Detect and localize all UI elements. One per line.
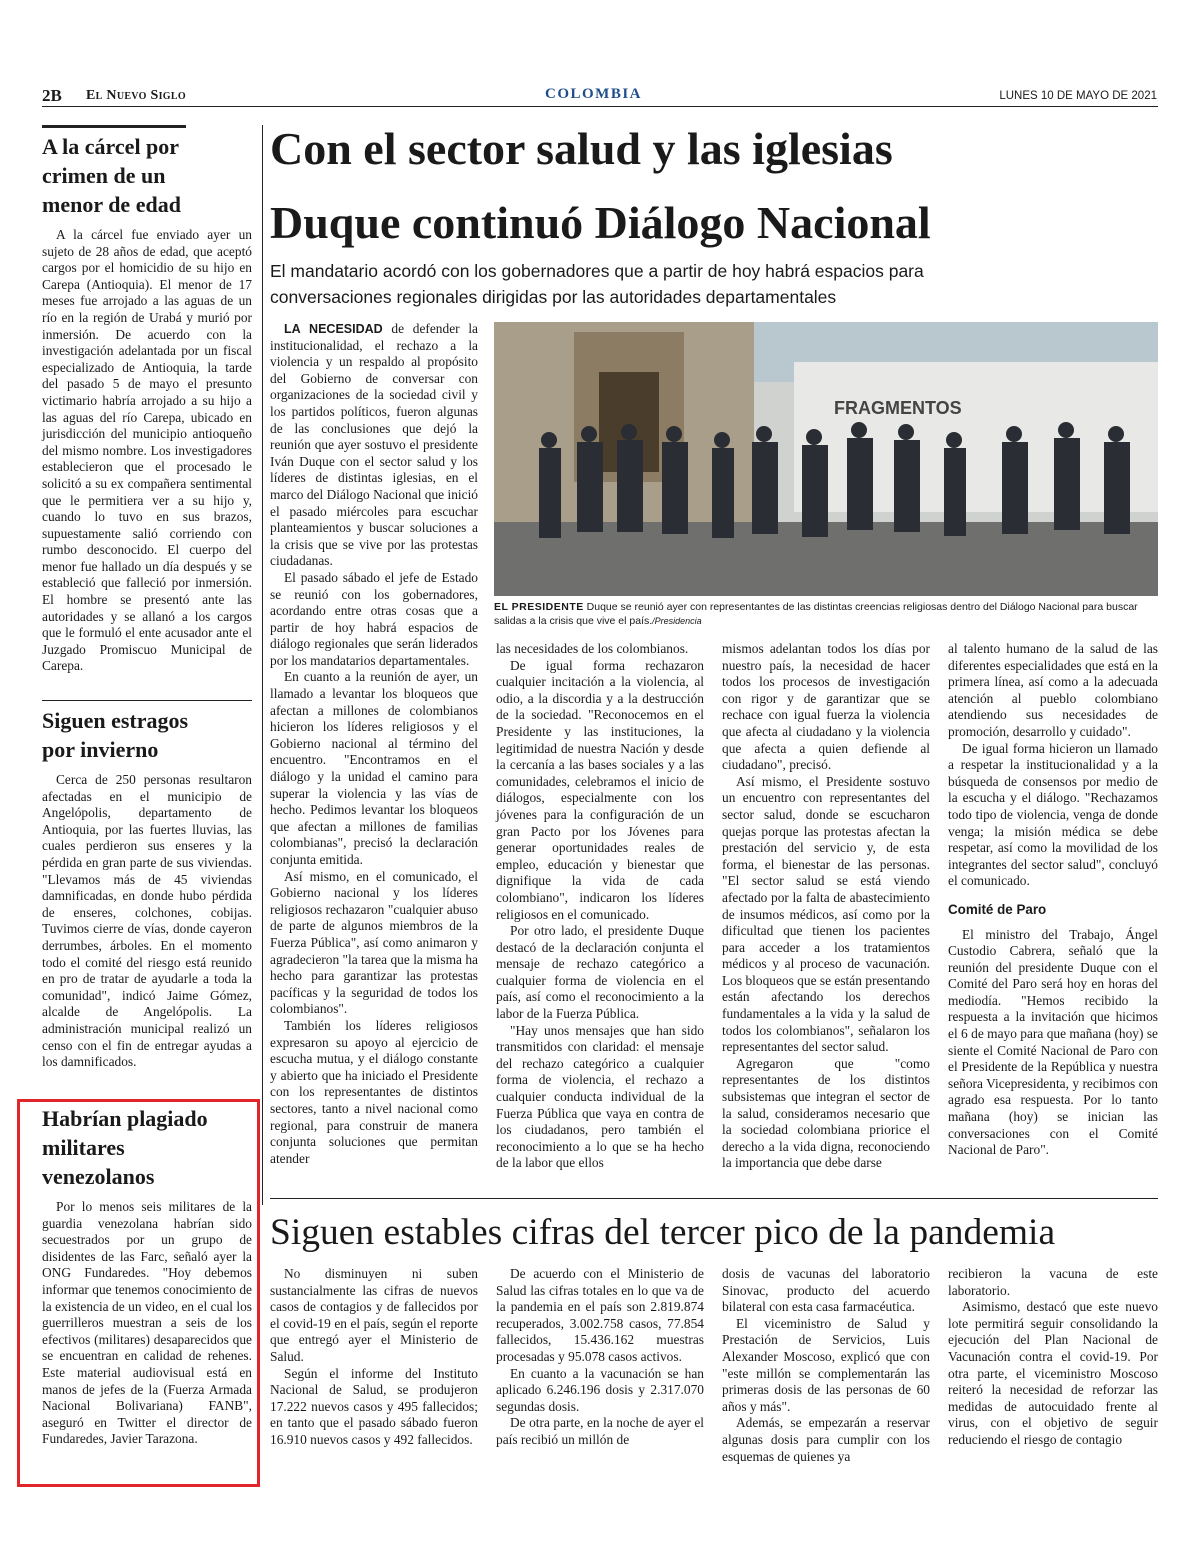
caption-text: Duque se reunió ayer con representantes de las distintas creencias religiosas dentro del Diálogo Nacional para buscar salidas a la crisis que vive el país. (494, 601, 1138, 627)
main-col2-p4: "Hay unos mensajes que han sido transmitidos con claridad: el mensaje del rechazo categórico a cualquier forma de violencia, el rechazo a cualquier conducta individual de la Fuerza Pública que vaya en contra de los ciudadanos, pero también el reconocimiento a lo que se ha hecho de la labor que ellos (496, 1022, 704, 1171)
page-number: 2B (42, 86, 62, 105)
sidebar-rule-2 (42, 700, 252, 701)
second-col2-p1: De acuerdo con el Ministerio de Salud las cifras totales en lo que va de la pandemia en el país son 2.819.874 recuperados, 3.002.758 casos, 77.854 fallecidos, 15.436.162 muestras procesadas y 95.078 casos activos. (496, 1266, 704, 1364)
main-col1-p4: Así mismo, en el comunicado, el Gobierno nacional y los líderes religiosos rechazaron "cualquier abuso de parte de algunos miembros de la Fuerza Pública", así como animaron y agradecieron "la tarea que la misma ha hecho para garantizar las protestas pacíficas y la seguridad de todos los colombianos". (270, 868, 478, 1017)
issue-date: LUNES 10 DE MAYO DE 2021 (999, 90, 1157, 102)
second-col4-p2: Asimismo, destacó que este nuevo lote permitirá seguir consolidando la ejecución del Plan Nacional de Vacunación contra el covid-19. Por otra parte, el viceministro Moscoso reiteró la necesidad de reforzar las medidas de autocuidado frente al virus, con el objetivo de seguir reduciendo el riesgo de contagio (948, 1299, 1158, 1447)
main-headline-line2: Duque continuó Diálogo Nacional (270, 197, 931, 248)
main-deck: El mandatario acordó con los gobernadores que a partir de hoy habrá espacios para conversaciones regionales dirigidas por las autoridades departamentales (270, 261, 924, 307)
lead-in: LA NECESIDAD (284, 322, 383, 336)
second-col3-p3: Además, se empezarán a reservar algunas dosis para cumplir con los esquemas de quienes ya (722, 1415, 930, 1464)
caption-lead: EL PRESIDENTE (494, 601, 584, 613)
sidebar-top-rule (42, 125, 186, 128)
main-col1-p5: También los líderes religiosos expresaron su apoyo al ejercicio de escucha mutua, y el diálogo constante y abierto que ha iniciado el Presidente con los representantes de distintos sectores, tanto a nivel nacional como regional, para construir de manera conjunta soluciones que permitan atender (270, 1017, 478, 1166)
main-photo (494, 322, 1158, 596)
second-col1-p1: No disminuyen ni suben sustancialmente las cifras de nuevos casos de contagios y de fallecidos por el covid-19 en el país, según el reporte que entregó ayer el Ministerio de Salud. (270, 1266, 478, 1364)
brief-winter-body: Cerca de 250 personas resultaron afectadas en el municipio de Angelópolis, departamento de Antioquia, por las fuertes lluvias, las cuales perdieron sus enseres y la pérdida en gran parte de sus viviendas. "Llevamos más de 45 viviendas damnificadas, en donde hubo pérdida de enseres, colchones, cobijas. Tuvimos cierre de vías, donde cayeron derrumbes, árboles. En el momento todo el comité del riesgo está reunido en pro de tratar de ayudarle a toda la comunidad", indicó Jaime Gómez, alcalde de Angelópolis. La administración municipal realizó un censo con el fin de entregar ayudas a los damnificados. (42, 772, 252, 1070)
main-col1-p2: El pasado sábado el jefe de Estado se reunió con los gobernadores, acordando entre otras cosas que a partir de hoy habrá espacios de diálogo regionales que serán liderados por los mandatarios departamentales. (270, 569, 478, 668)
second-col2-p3: De otra parte, en la noche de ayer el país recibió un millón de (496, 1415, 704, 1447)
caption-credit: /Presidencia (652, 616, 702, 626)
main-col3-p1: mismos adelantan todos los días por nuestro país, la necesidad de hacer todos los procesos de investigación con rigor y de garantizar que se rechace con igual fuerza la violencia que afecta al ciudadano y la violencia que afecta a quien defiende al ciudadano", precisó. (722, 641, 930, 773)
main-col3-p3: Agregaron que "como representantes de los distintos subsistemas que integran el sector de la salud, consideramos necesario que la sociedad colombiana priorice el derecho a la vida digna, reconociendo la importancia que debe darse (722, 1055, 930, 1171)
second-col-1 (270, 1266, 478, 1449)
subhead-comite: Comité de Paro (948, 901, 1047, 917)
brief-venezuela (42, 1104, 252, 1448)
second-col-4 (948, 1266, 1158, 1449)
second-col-2 (496, 1266, 704, 1449)
section-label: COLOMBIA (545, 86, 643, 102)
main-col2-p2: De igual forma rechazaron cualquier incitación a la violencia, al odio, a la discordia y a la destrucción de la sociedad. "Reconocemos en el Presidente y las instituciones, la legitimidad de nuestra Nación y desde la cercanía a las bases sociales y a las comunidades, celebramos el inicio de diálogos, especialmente con los jóvenes para la configuración de un gran Pacto por los Jóvenes para generar oportunidades reales de empleo, educación y bienestar que dignifique la vida de cada colombiano", indicaron los líderes religiosos en el comunicado. (496, 657, 704, 922)
main-col-3 (722, 641, 930, 1172)
brief-venezuela-title: Habrían plagiado militares venezolanos (42, 1106, 208, 1189)
story-separator (270, 1198, 1158, 1199)
main-col4-p3: El ministro del Trabajo, Ángel Custodio Cabrera, señaló que la reunión del presidente Duque con el Comité del Paro será hoy en horas del mediodía. "Hemos recibido la respuesta a la invitación que hicimos el 6 de mayo para que mañana (hoy) se siente el Comité Nacional de Paro con el Presidente de la República y nuestra señora Vicepresidenta, y recibimos con agrado esa respuesta. Por lo tanto mañana (hoy) se inician las conversaciones con el Comité Nacional de Paro". (948, 926, 1158, 1158)
brief-prison (42, 132, 252, 675)
main-col-1 (270, 321, 478, 1167)
brief-prison-title: A la cárcel por crimen de un menor de edad (42, 134, 181, 217)
second-col3-p2: El viceministro de Salud y Prestación de Servicios, Luis Alexander Moscoso, explicó que con "este millón se complementarán las primeras dosis de las personas de 60 años y más". (722, 1315, 930, 1414)
sidebar-divider (262, 125, 263, 1205)
header-rule (42, 106, 1158, 107)
second-col3-p1: dosis de vacunas del laboratorio Sinovac, producto del acuerdo bilateral con esta casa farmacéutica. (722, 1266, 930, 1315)
main-col3-p2: Así mismo, el Presidente sostuvo un encuentro con representantes del sector salud, donde se escucharon quejas porque las protestas afectan la prestación del servicio y, de esta forma, el bienestar de las personas. "El sector salud se está viendo afectado por la falta de abastecimiento de insumos médicos, así como por la dificultad que tienen los pacientes para acceder a los tratamientos médicos y al proceso de vacunación. Los bloqueos que se están presentando están afectando los derechos fundamentales a la vida y la salud de todos los colombianos", señalaron los representantes del sector salud. (722, 773, 930, 1055)
main-col-4 (948, 641, 1158, 1159)
main-col2-p3: Por otro lado, el presidente Duque destacó de la declaración conjunta el mensaje de rechazo categórico a cualquier forma de violencia en el país, así como el reconocimiento a la labor de la Fuerza Pública. (496, 923, 704, 1022)
brief-winter (42, 706, 252, 1071)
second-col1-p2: Según el informe del Instituto Nacional de Salud, se produjeron 17.222 nuevos casos y 495 fallecidos; en tanto que el pasado sábado fueron 16.910 nuevos casos y 492 fallecidos. (270, 1365, 478, 1447)
main-headline-line1: Con el sector salud y las iglesias (270, 123, 893, 174)
brief-winter-title: Siguen estragos por invierno (42, 708, 189, 762)
photo-scene (494, 322, 1158, 596)
main-col4-p1: al talento humano de la salud de las diferentes especialidades que está en la primera línea, así como a la adecuada atención al pueblo colombiano atendiendo sus necesidades de promoción, desarrollo y cuidado". (948, 641, 1158, 739)
newspaper-name: El Nuevo Siglo (86, 88, 186, 103)
main-col2-p1: las necesidades de los colombianos. (496, 641, 689, 656)
second-col2-p2: En cuanto a la vacunación se han aplicado 6.246.196 dosis y 2.317.070 segundas dosis. (496, 1365, 704, 1414)
main-col-2 (496, 641, 704, 1172)
brief-venezuela-body: Por lo menos seis militares de la guardia venezolana habrían sido secuestrados por un grupo de disidentes de las Farc, señaló ayer la ONG Fundaredes. "Hoy debemos informar que tenemos conocimiento de la existencia de un video, en el cual los guerrilleros muestran a seis de los efectivos (militares) desaparecidos que se encuentran en calidad de rehenes. Este material audiovisual está en manos de jefes de la (Fuerza Armada Nacional Bolivariana) FANB", aseguró en Twitter el director de Fundaredes, Javier Tarazona. (42, 1199, 252, 1447)
second-headline: Siguen estables cifras del tercer pico de la pandemia (270, 1212, 1056, 1253)
main-col1-p3: En cuanto a la reunión de ayer, un llamado a levantar los bloqueos que afectan a millones de colombianos hicieron los líderes religiosos y el Gobierno nacional al término del encuentro. "Encontramos en el diálogo y la unidad el camino para superar la violencia y las vías de hecho. Pedimos levantar los bloqueos que afectan a millones de familias colombianas", precisó la declaración conjunta emitida. (270, 669, 478, 867)
photo-sign-text: FRAGMENTOS (834, 398, 962, 418)
main-col1-p1: de defender la institucionalidad, el rechazo a la violencia y un respaldo al propósito del Gobierno de conversar con organizaciones de la sociedad civil y los partidos políticos, fueron algunas de las conclusiones que dejó la reunión que ayer sostuvo el presidente Iván Duque con el sector salud y los líderes de distintas iglesias, en el marco del Diálogo Nacional que inició el pasado miércoles para escuchar planteamientos y buscar soluciones a la crisis que se vive por las protestas ciudadanas. (270, 321, 478, 569)
second-col-3 (722, 1266, 930, 1465)
main-col4-p2: De igual forma hicieron un llamado a respetar la institucionalidad y a la búsqueda de consensos por medio de la escucha y el diálogo. "Rechazamos todo tipo de violencia, venga de donde venga; la misión médica se debe respetar, así como la movilidad de los integrantes del sector salud", concluyó el comunicado. (948, 740, 1158, 889)
brief-prison-body: A la cárcel fue enviado ayer un sujeto de 28 años de edad, que aceptó cargos por el homicidio de su hijo en Carepa (Antioquia). El menor de 17 meses fue arrojado a las aguas de un río en la región de Urabá y murió por inmersión. De acuerdo con la investigación adelantada por un fiscal especializado de Antioquia, la tarde del pasado 5 de mayo el presunto victimario habría arrojado a su hijo a las aguas del río Carepa, ubicado en jurisdicción del municipio antioqueño del mismo nombre. Los investigadores establecieron que el procesado le solicitó a su ex compañera sentimental que le permitiera ver a su hijo y, cuando lo tuvo en sus brazos, supuestamente salió corriendo con rumbo desconocido. El cuerpo del menor fue hallado un día después y se estableció que falleció por inmersión. El hombre se presentó ante las autoridades y se allanó a los cargos que le formuló el ente acusador ante el Juzgado Promiscuo Municipal de Carepa. (42, 227, 252, 674)
second-col4-p1: recibieron la vacuna de este laboratorio. (948, 1266, 1158, 1298)
photo-caption (494, 600, 1158, 628)
